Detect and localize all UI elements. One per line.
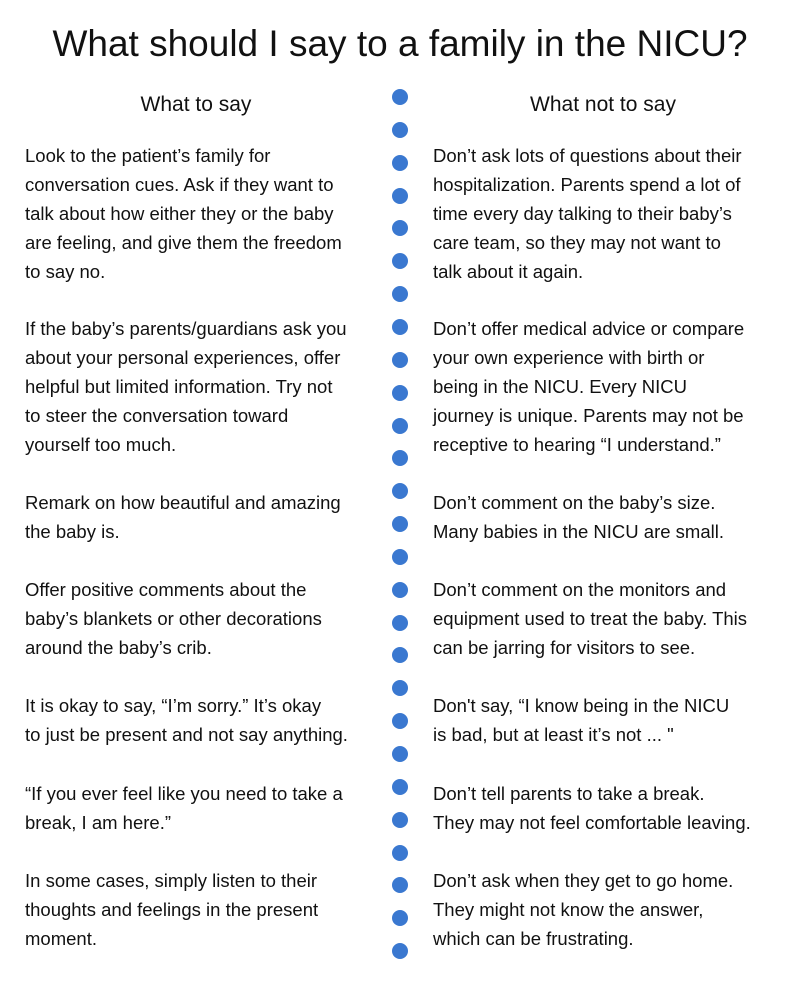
divider-dot <box>392 89 408 105</box>
text-line: equipment used to treat the baby. This <box>433 608 748 629</box>
text-line: thoughts and feelings in the present <box>25 899 319 920</box>
divider-dot <box>392 385 408 401</box>
say-item <box>25 779 343 837</box>
divider-dot <box>392 155 408 171</box>
say-item <box>25 314 347 459</box>
not-say-item <box>433 141 742 286</box>
divider-dot <box>392 220 408 236</box>
text-line: It is okay to say, “I’m sorry.” It’s okay <box>25 695 322 716</box>
divider-dot <box>392 122 408 138</box>
text-line: They might not know the answer, <box>433 899 704 920</box>
text-line: If the baby’s parents/guardians ask you <box>25 318 347 339</box>
text-line: moment. <box>25 928 97 949</box>
divider-dot <box>392 286 408 302</box>
not-say-item <box>433 866 733 953</box>
text-line: can be jarring for visitors to see. <box>433 637 696 658</box>
text-line: helpful but limited information. Try not <box>25 376 333 397</box>
text-line: Don’t comment on the monitors and <box>433 579 727 600</box>
text-line: baby’s blankets or other decorations <box>25 608 322 629</box>
text-line: Look to the patient’s family for <box>25 145 271 166</box>
text-line: to steer the conversation toward <box>25 405 289 426</box>
divider-dot <box>392 943 408 959</box>
say-item <box>25 488 341 546</box>
divider-dot <box>392 647 408 663</box>
text-line: Don't say, “I know being in the NICU <box>433 695 730 716</box>
text-line: is bad, but at least it’s not ... " <box>433 724 674 745</box>
text-line: which can be frustrating. <box>433 928 634 949</box>
text-line: Don’t comment on the baby’s size. <box>433 492 716 513</box>
text-line: to just be present and not say anything. <box>25 724 348 745</box>
text-line: talk about how either they or the baby <box>25 203 334 224</box>
not-say-item <box>433 314 744 459</box>
not-say-item <box>433 575 747 662</box>
text-line: Don’t ask lots of questions about their <box>433 145 742 166</box>
text-line: In some cases, simply listen to their <box>25 870 317 891</box>
divider-dot <box>392 418 408 434</box>
text-line: being in the NICU. Every NICU <box>433 376 687 397</box>
not-say-item <box>433 488 724 546</box>
divider-dot <box>392 910 408 926</box>
text-line: Remark on how beautiful and amazing <box>25 492 341 513</box>
text-line: around the baby’s crib. <box>25 637 212 658</box>
divider-dot <box>392 779 408 795</box>
what-not-to-say-heading: What not to say <box>530 93 676 116</box>
divider-dot <box>392 713 408 729</box>
divider-dot <box>392 188 408 204</box>
text-line: your own experience with birth or <box>433 347 705 368</box>
say-item <box>25 691 348 749</box>
text-line: receptive to hearing “I understand.” <box>433 434 721 455</box>
divider-dot <box>392 516 408 532</box>
divider-dot <box>392 582 408 598</box>
what-to-say-heading: What to say <box>140 93 252 116</box>
divider-dot <box>392 877 408 893</box>
text-line: talk about it again. <box>433 261 584 282</box>
not-say-item <box>433 691 729 749</box>
text-line: care team, so they may not want to <box>433 232 721 253</box>
divider-dot <box>392 812 408 828</box>
text-line: break, I am here.” <box>25 812 172 833</box>
divider-dot <box>392 450 408 466</box>
text-line: to say no. <box>25 261 106 282</box>
text-line: Many babies in the NICU are small. <box>433 521 724 542</box>
text-line: Don’t tell parents to take a break. <box>433 783 705 804</box>
say-item <box>25 141 342 286</box>
say-item <box>25 575 322 662</box>
text-line: about your personal experiences, offer <box>25 347 341 368</box>
text-line: Don’t ask when they get to go home. <box>433 870 734 891</box>
text-line: Don’t offer medical advice or compare <box>433 318 745 339</box>
text-line: yourself too much. <box>25 434 177 455</box>
say-item <box>25 866 318 953</box>
text-line: the baby is. <box>25 521 120 542</box>
divider-dot <box>392 549 408 565</box>
text-line: “If you ever feel like you need to take a <box>25 783 343 804</box>
divider-dot <box>392 845 408 861</box>
divider-dot <box>392 253 408 269</box>
text-line: They may not feel comfortable leaving. <box>433 812 751 833</box>
page-title: What should I say to a family in the NICU? <box>52 23 748 64</box>
divider-dot <box>392 483 408 499</box>
text-line: journey is unique. Parents may not be <box>433 405 744 426</box>
text-line: conversation cues. Ask if they want to <box>25 174 334 195</box>
text-line: hospitalization. Parents spend a lot of <box>433 174 741 195</box>
text-line: are feeling, and give them the freedom <box>25 232 342 253</box>
text-line: time every day talking to their baby’s <box>433 203 732 224</box>
divider-dot <box>392 746 408 762</box>
divider-dot <box>392 352 408 368</box>
divider-dot <box>392 680 408 696</box>
divider-dot <box>392 615 408 631</box>
text-line: Offer positive comments about the <box>25 579 307 600</box>
not-say-item <box>433 779 751 837</box>
divider-dot <box>392 319 408 335</box>
